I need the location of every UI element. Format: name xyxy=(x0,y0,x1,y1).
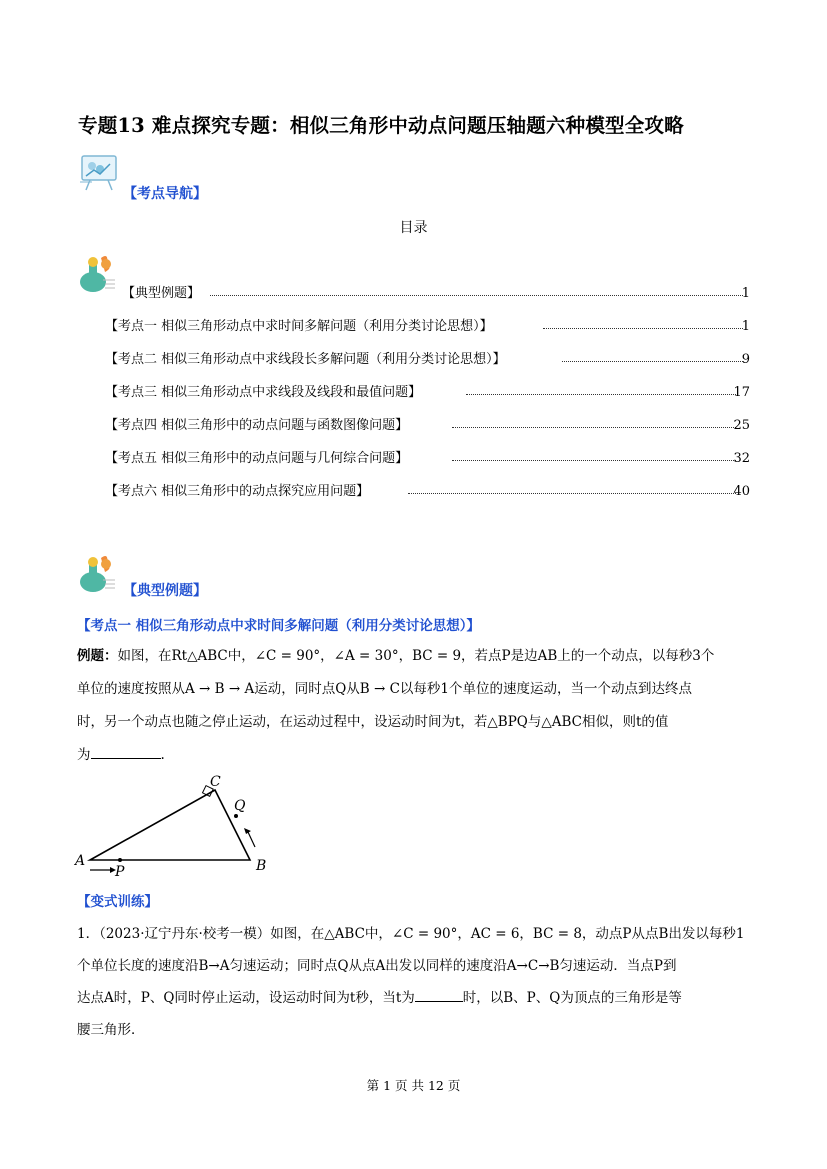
nav-heading: 【考点导航】 xyxy=(123,186,207,202)
section-heading: 【典型例题】 xyxy=(123,583,207,599)
example-line: 时，另一个动点也随之停止运动，在运动过程中，设运动时间为t，若△BPQ与△ABC相似，则t的值 xyxy=(77,714,669,730)
toc-page: 9 xyxy=(741,352,750,367)
toc-row[interactable] xyxy=(0,383,827,403)
exercise-line: 达点A时，P、Q同时停止运动，设运动时间为t秒，当t为 xyxy=(77,990,415,1006)
toc-leader xyxy=(210,295,743,296)
point-label-p: P xyxy=(115,864,125,880)
toc-leader xyxy=(466,394,736,395)
toc-row[interactable] xyxy=(0,284,827,304)
exercise-line: 腰三角形． xyxy=(77,1022,145,1038)
page-footer: 第 1 页 共 12 页 xyxy=(366,1078,461,1093)
toc-page: 1 xyxy=(741,319,750,334)
vase-icon xyxy=(77,550,117,594)
exercise-line: 个单位长度的速度沿B→A匀速运动；同时点Q从点A出发以同样的速度沿A→C→B匀速运动．当点P到 xyxy=(77,958,677,974)
example-label: 例题： xyxy=(77,648,118,664)
toc-page: 1 xyxy=(741,286,750,301)
example-line: 为 xyxy=(77,747,91,763)
triangle-figure xyxy=(70,770,280,880)
toc-label: 【考点五 相似三角形中的动点问题与几何综合问题】 xyxy=(105,449,412,469)
toc-page: 32 xyxy=(733,451,750,466)
point-label-q: Q xyxy=(234,798,246,814)
answer-blank[interactable] xyxy=(91,744,161,759)
toc-row[interactable] xyxy=(0,482,827,502)
toc-title: 目录 xyxy=(399,220,428,236)
example-text xyxy=(77,640,753,772)
exercise-line: 时，以B、P、Q为顶点的三角形是等 xyxy=(462,990,682,1006)
toc-leader xyxy=(452,427,736,428)
kaodian-heading: 【考点一 相似三角形动点中求时间多解问题（利用分类讨论思想）】 xyxy=(77,618,480,634)
toc-leader xyxy=(452,460,736,461)
example-line: 如图，在Rt△ABC中，∠C = 90°，∠A = 30°，BC = 9，若点P是边AB上的一个动点，以每秒3个 xyxy=(117,648,715,664)
vertex-label-a: A xyxy=(75,853,86,869)
example-line: 单位的速度按照从A → B → A运动，同时点Q从B → C以每秒1个单位的速度运动，当一个动点到达终点 xyxy=(77,681,693,697)
toc-label: 【典型例题】 xyxy=(122,284,204,304)
exercise-text xyxy=(77,918,753,1046)
toc-leader xyxy=(408,493,736,494)
toc-label: 【考点二 相似三角形动点中求线段长多解问题（利用分类讨论思想）】 xyxy=(105,350,510,370)
toc-label: 【考点六 相似三角形中的动点探究应用问题】 xyxy=(105,482,373,502)
vertex-label-b: B xyxy=(256,858,267,874)
toc-row[interactable] xyxy=(0,317,827,337)
toc-page: 17 xyxy=(733,385,750,400)
presentation-board-icon xyxy=(78,152,122,192)
toc-row[interactable] xyxy=(0,350,827,370)
toc-row[interactable] xyxy=(0,416,827,436)
toc-label: 【考点三 相似三角形动点中求线段及线段和最值问题】 xyxy=(105,383,425,403)
exercise-line: 1．（2023·辽宁丹东·校考一模）如图，在△ABC中，∠C = 90°，AC = 6，BC = 8，动点P从点B出发以每秒1 xyxy=(77,926,745,942)
toc-label: 【考点四 相似三角形中的动点问题与函数图像问题】 xyxy=(105,416,412,436)
toc-row[interactable] xyxy=(0,449,827,469)
toc-leader xyxy=(543,328,743,329)
example-line: . xyxy=(160,747,165,763)
toc-leader xyxy=(562,361,743,362)
vertex-label-c: C xyxy=(210,774,221,790)
page-title: 专题13 难点探究专题：相似三角形中动点问题压轴题六种模型全攻略 xyxy=(78,114,684,137)
toc-label: 【考点一 相似三角形动点中求时间多解问题（利用分类讨论思想）】 xyxy=(105,317,497,337)
toc-page: 25 xyxy=(733,418,750,433)
variant-heading: 【变式训练】 xyxy=(77,894,158,910)
toc-page: 40 xyxy=(733,484,750,499)
answer-blank[interactable] xyxy=(415,987,463,1002)
